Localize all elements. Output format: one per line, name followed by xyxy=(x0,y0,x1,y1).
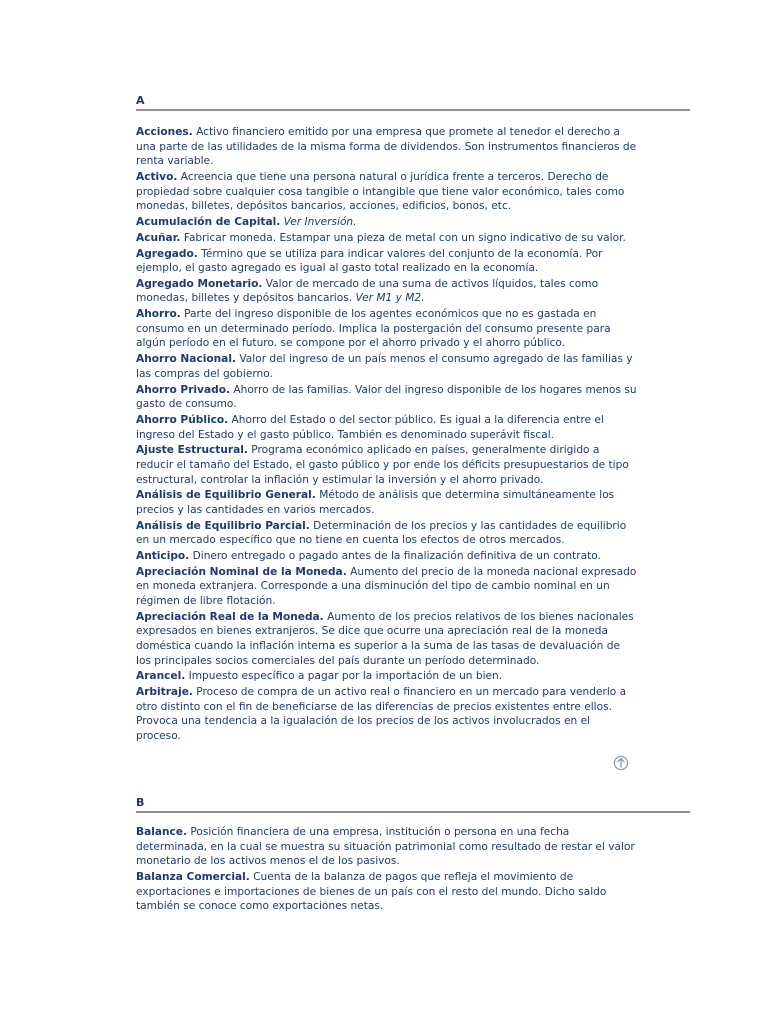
cross-reference: Ver Inversión. xyxy=(283,215,357,228)
glossary-entry xyxy=(136,669,638,684)
glossary-entry xyxy=(136,549,638,564)
glossary-definition: Método de análisis que determina simultáneamente los precios y las cantidades en varios mercados. xyxy=(136,489,615,516)
glossary-term: Ahorro Nacional. xyxy=(136,353,236,366)
glossary-definition: Cuenta de la balanza de pagos que refleja el movimiento de exportaciones e importaciones de bienes de un país con el resto del mundo. Dicho saldo también se conoce como exportaciones netas. xyxy=(136,870,607,913)
glossary-definition: Fabricar moneda. Estampar una pieza de metal con un signo indicativo de su valor. xyxy=(180,231,626,244)
glossary-definition: Programa económico aplicado en países, generalmente dirigido a reducir el tamaño del Estado, el gasto público y por ende los déficits presupuestarios de tipo estructural, controlar la inflación y estimular la inversión y el ahorro privado. xyxy=(136,444,629,486)
glossary-definition: Aumento del precio de la moneda nacional expresado en moneda extranjera. Corresponde a una disminución del tipo de cambio nominal en un régimen de libre flotación. xyxy=(136,565,637,608)
glossary-term: Apreciación Real de la Moneda. xyxy=(136,610,324,623)
glossary-definition: Aumento de los precios relativos de los bienes nacionales expresados en bienes extranjeros. Se dice que ocurre una apreciación real de la moneda doméstica cuando la inflación interna es superior a la suma de las tasas de devaluación de los principales socios comerciales del país durante un período determinado. xyxy=(136,610,634,667)
glossary-entry xyxy=(136,383,638,412)
section-letter-b: B xyxy=(136,796,145,809)
glossary-definition: Valor de mercado de una suma de activos líquidos, tales como monedas, billetes y depósitos bancarios. xyxy=(136,277,599,305)
glossary-entry xyxy=(136,170,638,214)
glossary-entry xyxy=(136,443,638,487)
glossary-entry xyxy=(136,870,638,914)
glossary-definition: Posición financiera de una empresa, institución o persona en una fecha determinada, en la cual se muestra su situación patrimonial como resultado de restar el valor monetario de los activos menos el de los pasivos. xyxy=(136,826,635,868)
glossary-definition: Ahorro del Estado o del sector público. Es igual a la diferencia entre el ingreso del Estado y el gasto público. También es denominado superávit fiscal. xyxy=(136,413,604,441)
glossary-term: Análisis de Equilibrio Parcial. xyxy=(136,519,310,532)
glossary-term: Balanza Comercial. xyxy=(136,870,250,883)
glossary-term: Balance. xyxy=(136,826,188,838)
glossary-term: Análisis de Equilibrio General. xyxy=(136,489,316,502)
glossary-entry xyxy=(136,307,638,351)
glossary-term: Anticipo. xyxy=(136,550,190,563)
back-to-top-icon[interactable] xyxy=(613,755,629,771)
section-divider xyxy=(136,811,690,813)
glossary-definition: Valor del ingreso de un país menos el consumo agregado de las familias y las compras del gobierno. xyxy=(136,353,633,380)
entry-list xyxy=(136,125,690,744)
glossary-entry xyxy=(136,610,638,668)
section-b xyxy=(136,796,690,915)
glossary-entry xyxy=(136,413,638,442)
entry-list xyxy=(136,825,690,914)
glossary-entry xyxy=(136,352,638,381)
glossary-term: Arbitraje. xyxy=(136,686,193,699)
glossary-definition: Impuesto específico a pagar por la importación de un bien. xyxy=(185,670,503,683)
section-divider xyxy=(136,109,690,111)
glossary-term: Ahorro Público. xyxy=(136,413,229,426)
glossary-term: Apreciación Nominal de la Moneda. xyxy=(136,565,347,578)
glossary-entry xyxy=(136,125,638,169)
glossary-entry xyxy=(136,215,638,230)
glossary-entry xyxy=(136,519,638,548)
glossary-entry xyxy=(136,231,638,246)
glossary-entry xyxy=(136,825,638,869)
glossary-definition: Ahorro de las familias. Valor del ingreso disponible de los hogares menos su gasto de consumo. xyxy=(136,383,637,411)
glossary-term: Acciones. xyxy=(136,126,193,138)
glossary-term: Ahorro Privado. xyxy=(136,383,230,396)
glossary-definition: Dinero entregado o pagado antes de la finalización definitiva de un contrato. xyxy=(189,550,601,563)
glossary-definition: Parte del ingreso disponible de los agentes económicos que no es gastada en consumo en un determinado período. Implica la postergación del consumo presente para algún período en el futuro. se compone por el ahorro privado y el ahorro público. xyxy=(136,308,611,350)
glossary-term: Arancel. xyxy=(136,670,186,683)
glossary-definition: Determinación de los precios y las cantidades de equilibrio en un mercado específico que no tiene en cuenta los efectos de otros mercados. xyxy=(136,519,627,547)
glossary-definition: Proceso de compra de un activo real o financiero en un mercado para venderlo a otro distinto con el fin de beneficiarse de las diferencias de precios existentes entre ellos. Provoca una tendencia a la igualación de los precios de los activos involucrados en el proceso. xyxy=(136,686,627,742)
cross-reference: Ver M1 y M2. xyxy=(355,292,425,305)
glossary-definition: Término que se utiliza para indicar valores del conjunto de la economía. Por ejemplo, el gasto agregado es igual al gasto total realizado en la economía. xyxy=(136,247,603,275)
glossary-term: Agregado. xyxy=(136,247,198,260)
glossary-term: Ahorro. xyxy=(136,308,181,321)
glossary-term: Agregado Monetario. xyxy=(136,277,263,290)
glossary-definition: Acreencia que tiene una persona natural o jurídica frente a terceros. Derecho de propiedad sobre cualquier cosa tangible o intangible que tiene valor económico, tales como monedas, billetes, depósitos bancarios, acciones, edificios, bonos, etc. xyxy=(136,170,625,213)
glossary-term: Acumulación de Capital. xyxy=(136,215,281,228)
glossary-entry xyxy=(136,565,638,609)
glossary-entry xyxy=(136,488,638,517)
glossary-entry xyxy=(136,685,638,743)
glossary-term: Ajuste Estructural. xyxy=(136,444,248,457)
section-letter-a: A xyxy=(136,94,145,107)
glossary-definition: Activo financiero emitido por una empresa que promete al tenedor el derecho a una parte de las utilidades de la misma forma de dividendos. Son instrumentos financieros de renta variable. xyxy=(136,126,637,168)
glossary-term: Activo. xyxy=(136,170,178,183)
glossary-entry xyxy=(136,247,638,276)
section-a xyxy=(136,94,690,745)
glossary-entry xyxy=(136,277,638,306)
glossary-term: Acuñar. xyxy=(136,231,181,244)
